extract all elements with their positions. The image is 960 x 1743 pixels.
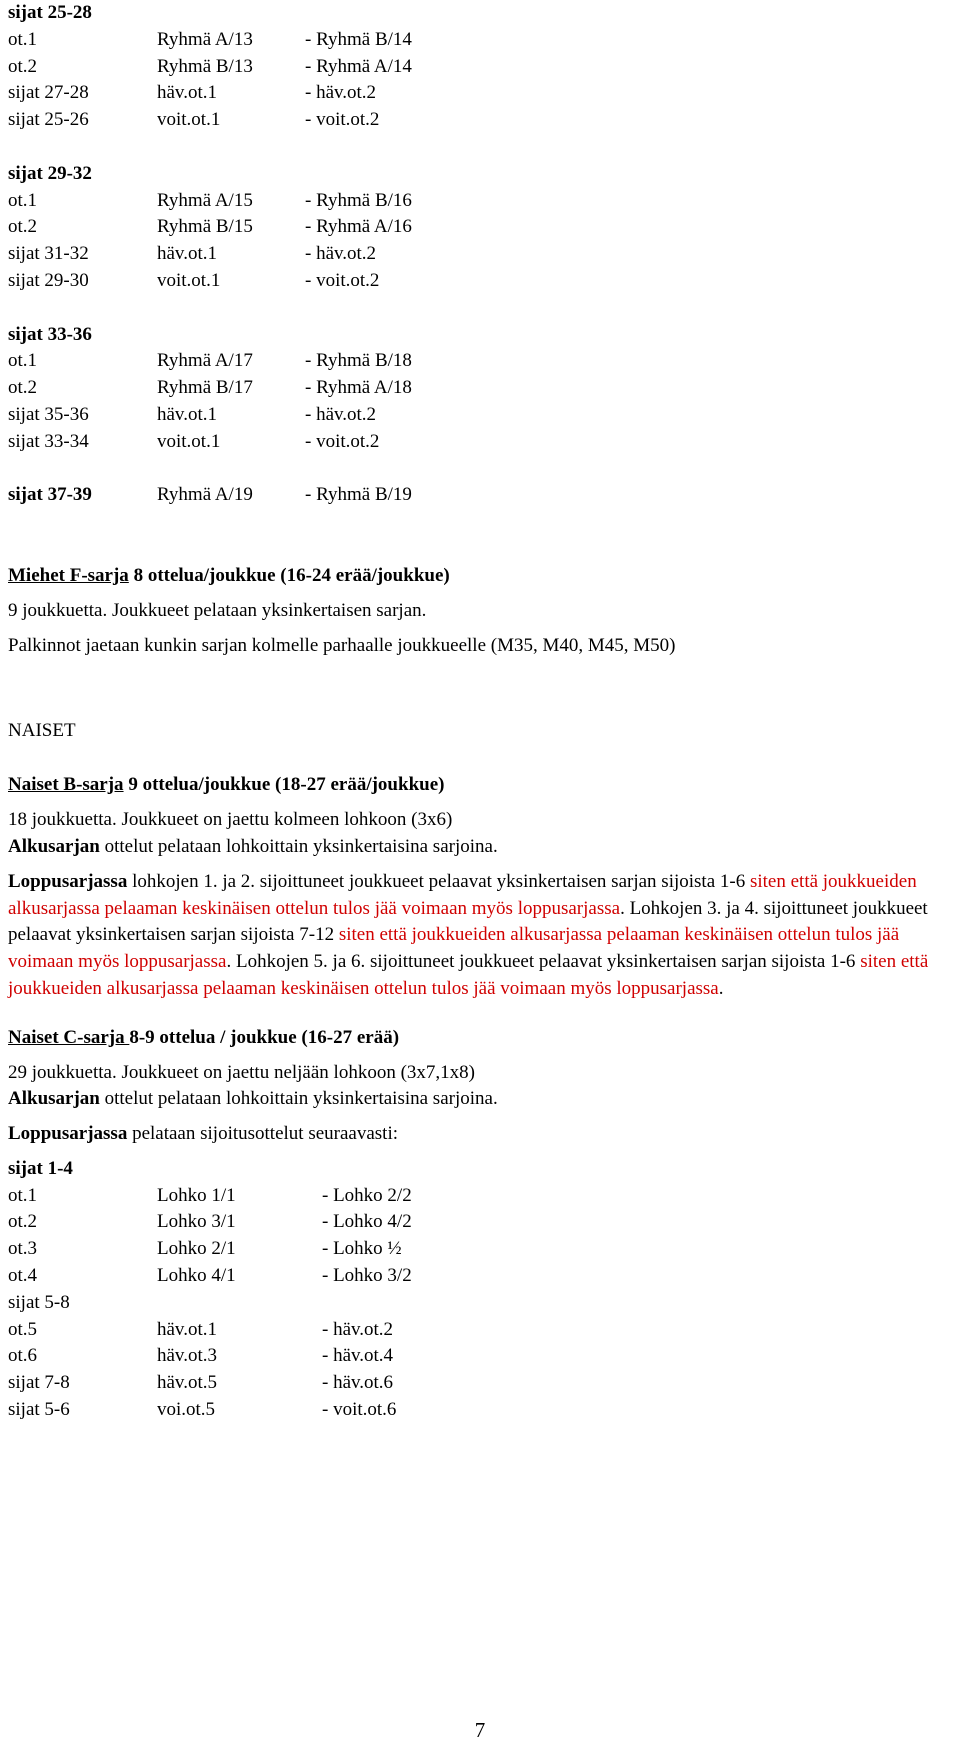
row-away: - Ryhmä A/14 bbox=[305, 55, 412, 77]
row-away: - häv.ot.2 bbox=[322, 1318, 394, 1340]
row-away: - häv.ot.2 bbox=[305, 82, 377, 104]
row-away: - Lohko 3/2 bbox=[322, 1265, 412, 1287]
table-row bbox=[8, 268, 952, 295]
row-label: sijat 25-26 bbox=[8, 109, 89, 131]
row-home: Lohko 4/1 bbox=[157, 1265, 236, 1287]
row-label: ot.2 bbox=[8, 216, 38, 238]
row-home: häv.ot.5 bbox=[157, 1372, 217, 1394]
row-away: - Ryhmä B/16 bbox=[305, 189, 412, 211]
row-home: Ryhmä A/15 bbox=[157, 189, 253, 211]
miehet-f-teams: 9 joukkuetta. Joukkueet pelataan yksinkertaisen sarjan. bbox=[8, 599, 427, 621]
table-row bbox=[8, 1209, 952, 1236]
row-away: - voit.ot.2 bbox=[305, 269, 380, 291]
placement-final-37 bbox=[8, 482, 952, 509]
row-home: häv.ot.1 bbox=[157, 243, 217, 265]
group-heading: sijat 29-32 bbox=[8, 162, 92, 184]
row-home: Ryhmä A/13 bbox=[157, 28, 253, 50]
table-row bbox=[8, 375, 952, 402]
naiset-c-alkusarja: Alkusarjan ottelut pelataan lohkoittain yksinkertaisina sarjoina. bbox=[8, 1088, 498, 1110]
naiset-b-loppusarja: Loppusarjassa lohkojen 1. ja 2. sijoittuneet joukkueet pelaavat yksinkertaisen sarjan sijoista 1-6 siten että joukkueiden alkusarjassa pelaaman keskinäisen ottelun tulos jää voimaan myös loppusarjassa. Lohkojen 3. ja 4. sijoittuneet joukkueet pelaavat yksinkertaisen sarjan sijoista 7-12 siten että joukkueiden alkusarjassa pelaaman keskinäisen ottelun tulos jää voimaan myös loppusarjassa. Lohkojen 5. ja 6. sijoittuneet joukkueet pelaavat yksinkertaisen sarjan sijoista 1-6 siten että joukkueiden alkusarjassa pelaaman keskinäisen ottelun tulos jää voimaan myös loppusarjassa. bbox=[8, 870, 929, 999]
row-home: Lohko 3/1 bbox=[157, 1211, 236, 1233]
row-label: ot.2 bbox=[8, 1211, 38, 1233]
table-row bbox=[8, 402, 952, 429]
table-row bbox=[8, 188, 952, 215]
row-away: - Ryhmä B/18 bbox=[305, 350, 412, 372]
table-row bbox=[8, 429, 952, 456]
row-home: Lohko 1/1 bbox=[157, 1184, 236, 1206]
table-row bbox=[8, 107, 952, 134]
row-home: Ryhmä B/15 bbox=[157, 216, 253, 238]
table-row bbox=[8, 1183, 952, 1210]
row-home: voit.ot.1 bbox=[157, 430, 221, 452]
row-home: häv.ot.1 bbox=[157, 82, 217, 104]
row-away: - Ryhmä A/18 bbox=[305, 377, 412, 399]
naiset-c-heading-1-4: sijat 1-4 bbox=[8, 1157, 73, 1179]
row-away: - Ryhmä B/14 bbox=[305, 28, 412, 50]
document-page bbox=[8, 0, 952, 1424]
row-label: ot.1 bbox=[8, 28, 38, 50]
row-label: sijat 29-30 bbox=[8, 269, 89, 291]
row-label: sijat 37-39 bbox=[8, 484, 92, 506]
row-away: - Ryhmä B/19 bbox=[305, 484, 412, 506]
row-home: Ryhmä A/17 bbox=[157, 350, 253, 372]
miehet-f-title: Miehet F-sarja 8 ottelua/joukkue (16-24 erää/joukkue) bbox=[8, 565, 450, 587]
row-home: voit.ot.1 bbox=[157, 109, 221, 131]
row-away: - voit.ot.2 bbox=[305, 109, 380, 131]
table-row bbox=[8, 1317, 952, 1344]
row-away: - häv.ot.2 bbox=[305, 243, 377, 265]
row-label: sijat 27-28 bbox=[8, 82, 89, 104]
row-home: häv.ot.1 bbox=[157, 403, 217, 425]
naiset-b-title: Naiset B-sarja 9 ottelua/joukkue (18-27 erää/joukkue) bbox=[8, 774, 445, 796]
row-away: - häv.ot.4 bbox=[322, 1345, 394, 1367]
row-label: ot.5 bbox=[8, 1318, 38, 1340]
row-home: häv.ot.1 bbox=[157, 1318, 217, 1340]
row-home: voi.ot.5 bbox=[157, 1399, 216, 1421]
row-label: ot.4 bbox=[8, 1265, 38, 1287]
naiset-c-rows-1-4 bbox=[8, 1183, 952, 1290]
row-home: häv.ot.3 bbox=[157, 1345, 217, 1367]
naiset-b-teams: 18 joukkuetta. Joukkueet on jaettu kolmeen lohkoon (3x6) bbox=[8, 809, 453, 831]
table-row bbox=[8, 54, 952, 81]
row-label: ot.3 bbox=[8, 1238, 38, 1260]
row-home: Ryhmä B/17 bbox=[157, 377, 253, 399]
row-away: - Lohko ½ bbox=[322, 1238, 402, 1260]
table-row bbox=[8, 241, 952, 268]
row-away: - Lohko 4/2 bbox=[322, 1211, 412, 1233]
table-row bbox=[8, 80, 952, 107]
table-row bbox=[8, 1370, 952, 1397]
row-label: sijat 7-8 bbox=[8, 1372, 70, 1394]
table-row bbox=[8, 1236, 952, 1263]
naiset-c-loppusarja: Loppusarjassa pelataan sijoitusottelut seuraavasti: bbox=[8, 1123, 399, 1145]
group-heading: sijat 33-36 bbox=[8, 323, 92, 345]
table-row bbox=[8, 348, 952, 375]
row-home: voit.ot.1 bbox=[157, 269, 221, 291]
row-label: ot.2 bbox=[8, 377, 38, 399]
section-naiset: NAISET bbox=[8, 719, 76, 741]
row-label: sijat 5-6 bbox=[8, 1399, 70, 1421]
row-home: Ryhmä A/19 bbox=[157, 484, 253, 506]
row-label: sijat 33-34 bbox=[8, 430, 89, 452]
placement-groups bbox=[8, 0, 952, 482]
table-row bbox=[8, 1263, 952, 1290]
row-label: sijat 31-32 bbox=[8, 243, 89, 265]
row-away: - häv.ot.6 bbox=[322, 1372, 394, 1394]
table-row bbox=[8, 1343, 952, 1370]
row-home: Ryhmä B/13 bbox=[157, 55, 253, 77]
naiset-b-alkusarja: Alkusarjan ottelut pelataan lohkoittain yksinkertaisina sarjoina. bbox=[8, 835, 498, 857]
row-home: Lohko 2/1 bbox=[157, 1238, 236, 1260]
row-label: ot.1 bbox=[8, 189, 38, 211]
row-label: ot.1 bbox=[8, 1184, 38, 1206]
row-label: sijat 35-36 bbox=[8, 403, 89, 425]
row-label: ot.2 bbox=[8, 55, 38, 77]
naiset-c-teams: 29 joukkuetta. Joukkueet on jaettu neljään lohkoon (3x7,1x8) bbox=[8, 1061, 475, 1083]
table-row bbox=[8, 1397, 952, 1424]
naiset-c-heading-5-8: sijat 5-8 bbox=[8, 1291, 70, 1313]
row-away: - häv.ot.2 bbox=[305, 403, 377, 425]
miehet-f-prizes: Palkinnot jaetaan kunkin sarjan kolmelle parhaalle joukkueelle (M35, M40, M45, M50) bbox=[8, 634, 676, 656]
naiset-c-title: Naiset C-sarja 8-9 ottelua / joukkue (16-27 erää) bbox=[8, 1026, 400, 1048]
group-heading: sijat 25-28 bbox=[8, 2, 92, 23]
row-label: ot.1 bbox=[8, 350, 38, 372]
table-row bbox=[8, 27, 952, 54]
row-away: - voit.ot.6 bbox=[322, 1399, 397, 1421]
row-away: - voit.ot.2 bbox=[305, 430, 380, 452]
row-away: - Lohko 2/2 bbox=[322, 1184, 412, 1206]
naiset-c-rows-5-8 bbox=[8, 1317, 952, 1424]
row-label: ot.6 bbox=[8, 1345, 38, 1367]
row-away: - Ryhmä A/16 bbox=[305, 216, 412, 238]
table-row bbox=[8, 214, 952, 241]
page-number: 7 bbox=[474, 1718, 486, 1742]
